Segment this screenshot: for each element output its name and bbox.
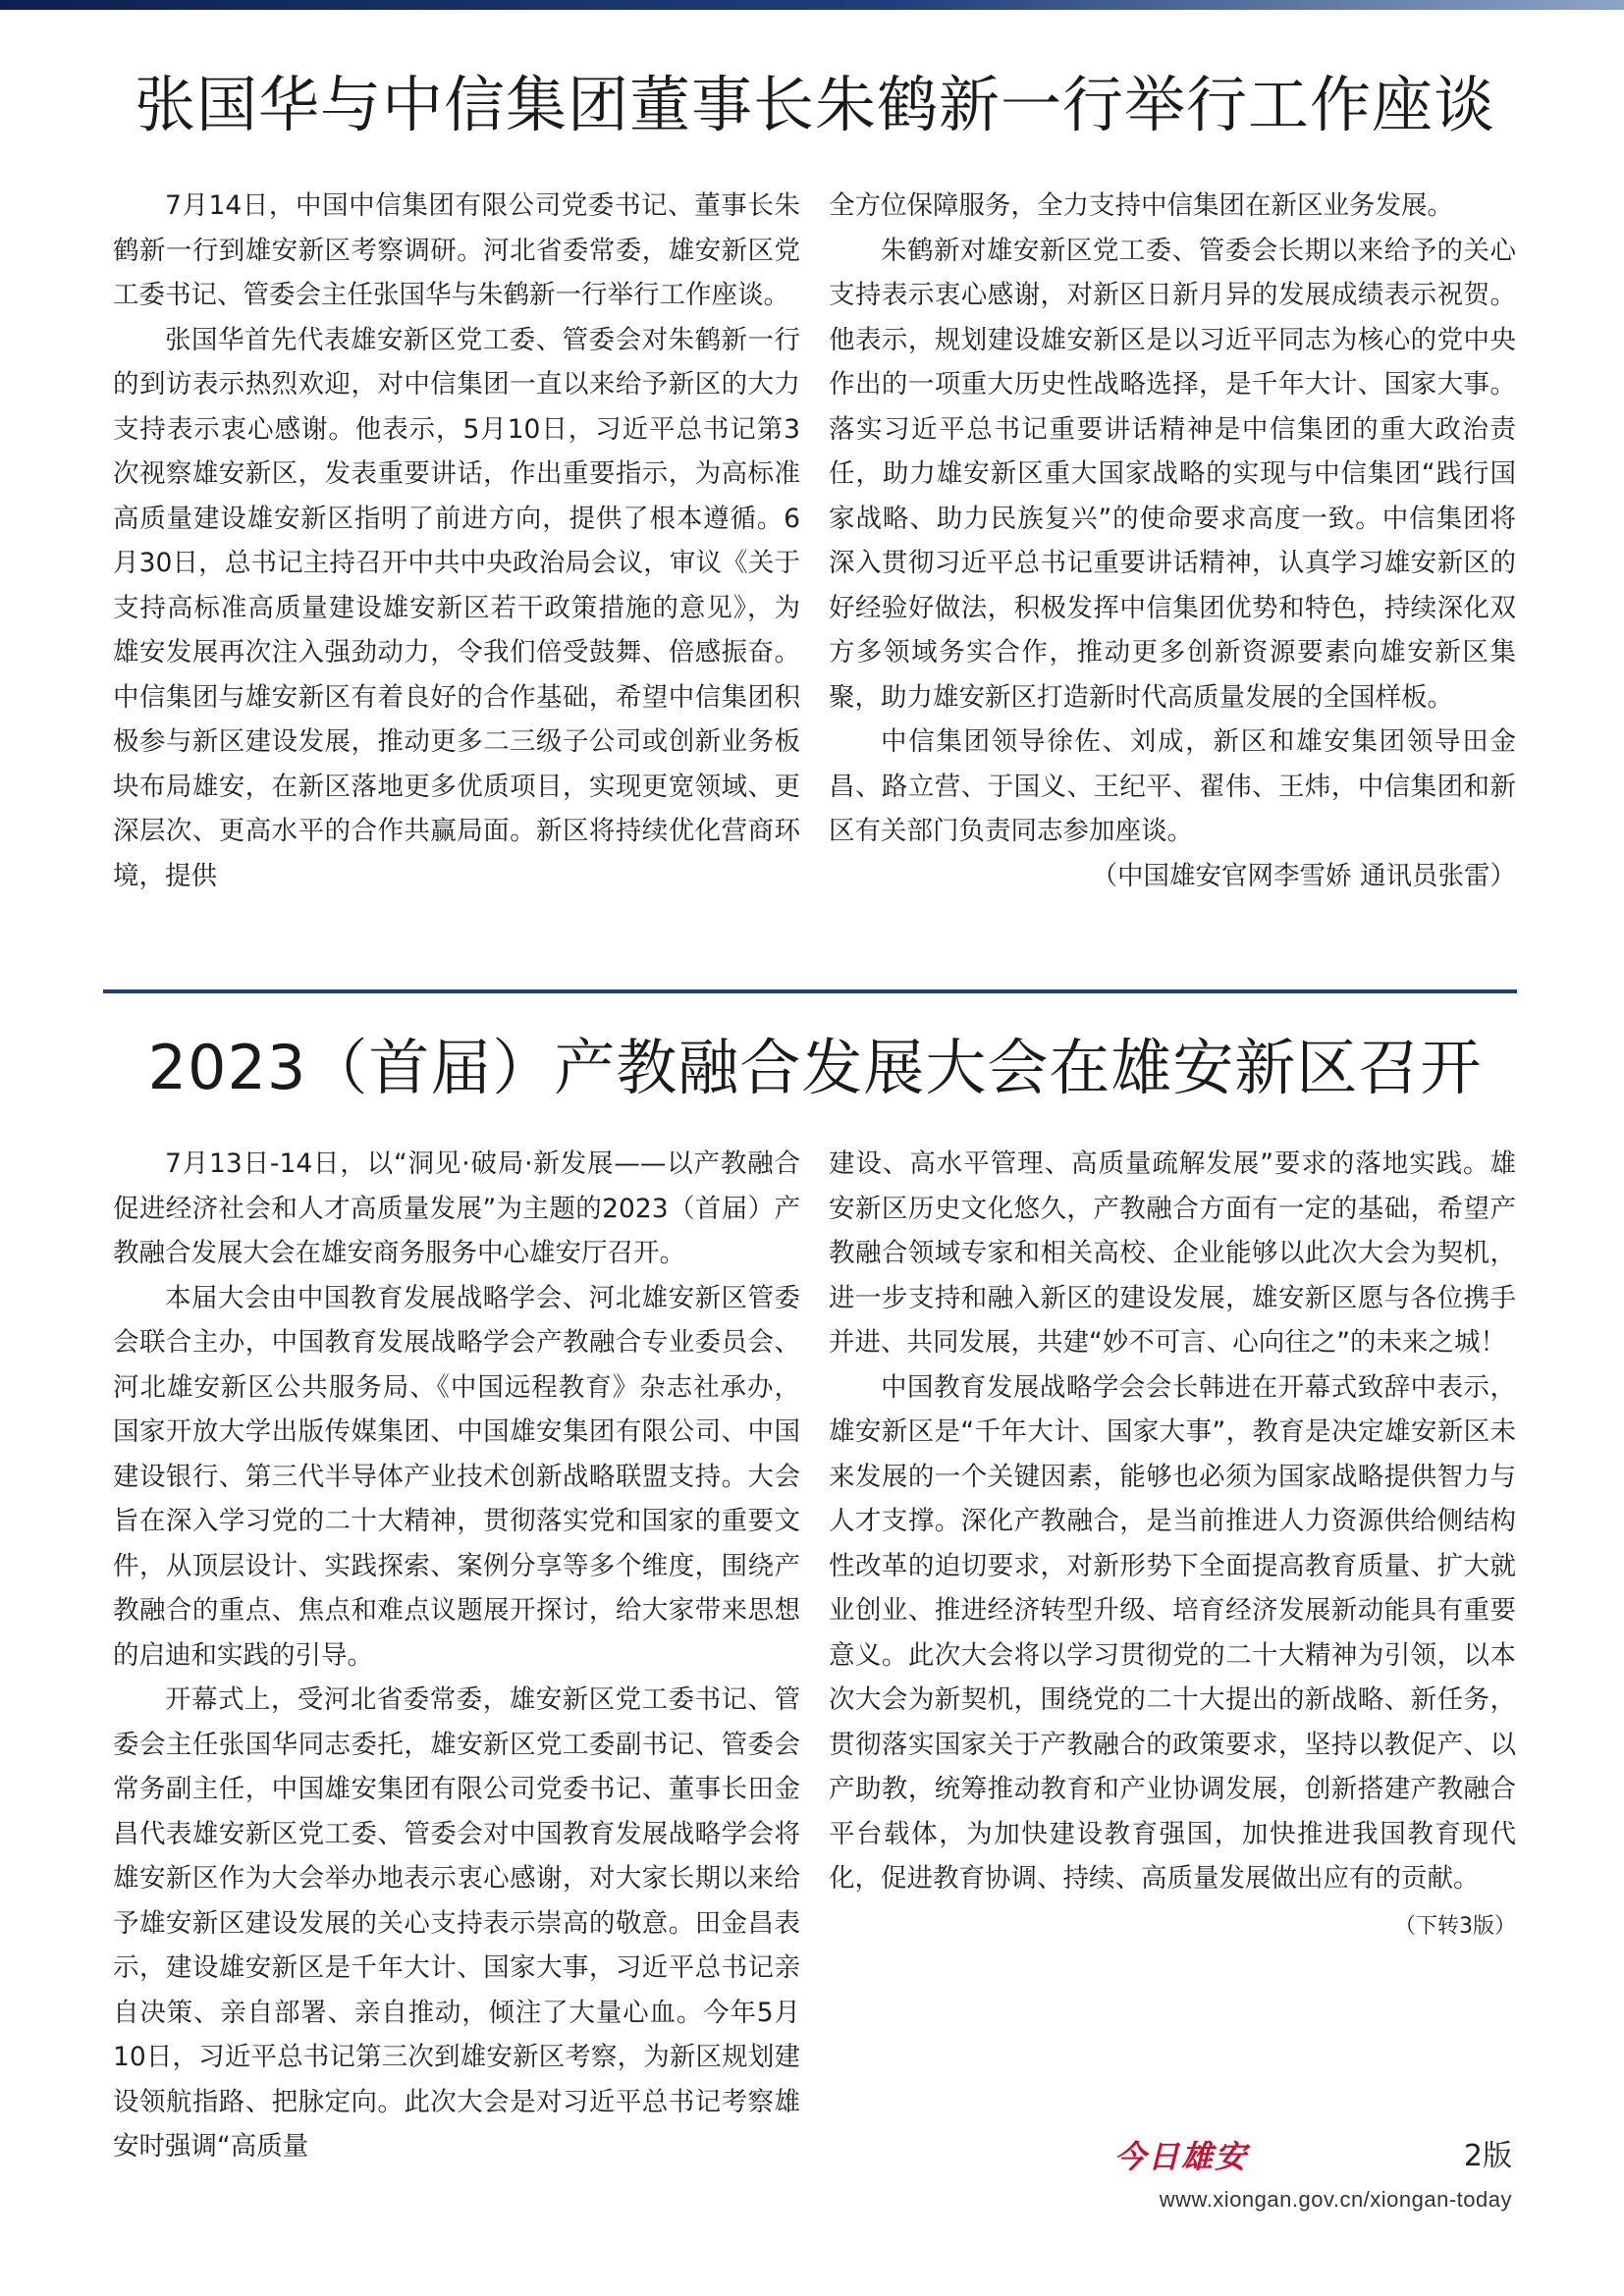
article-1-left-column (113, 184, 800, 969)
article-2-left-column (113, 1142, 800, 2212)
article-2-paragraph-continuation: 建设、高水平管理、高质量疏解发展”要求的落地实践。雄安新区历史文化悠久，产教融合方面有一定的基础，希望产教融合领域专家和相关高校、企业能够以此次大会为契机，进一步支持和融入新区的建设发展，雄安新区愿与各位携手并进、共同发展，共建“妙不可言、心向往之”的未来之城！ (829, 1148, 1516, 1358)
article-2-paragraph: 中国教育发展战略学会会长韩进在开幕式致辞中表示，雄安新区是“千年大计、国家大事”，教育是决定雄安新区未来发展的一个关键因素，能够也必须为国家战略提供智力与人才支撑。深化产教融合，是当前推进人力资源供给侧结构性改革的迫切要求，对新形势下全面提高教育质量、扩大就业创业、推进经济转型升级、培育经济发展新动能具有重要意义。此次大会将以学习贯彻党的二十大精神为引领，以本次大会为新契机，围绕党的二十大提出的新战略、新任务，贯彻落实国家关于产教融合的政策要求，坚持以教促产、以产助教，统筹推动教育和产业协调发展，创新搭建产教融合平台载体，为加快建设教育强国，加快推进我国教育现代化，促进教育协调、持续、高质量发展做出应有的贡献。 (829, 1371, 1516, 1894)
article-1-headline: 张国华与中信集团董事长朱鹤新一行举行工作座谈 (134, 69, 1495, 140)
article-2-paragraph: 本届大会由中国教育发展战略学会、河北雄安新区管委会联合主办，中国教育发展战略学会产教融合专业委员会、河北雄安新区公共服务局、《中国远程教育》杂志社承办，国家开放大学出版传媒集团、中国雄安集团有限公司、中国建设银行、第三代半导体产业技术创新战略联盟支持。大会旨在深入学习党的二十大精神，贯彻落实党和国家的重要文件，从顶层设计、实践探索、案例分享等多个维度，围绕产教融合的重点、焦点和难点议题展开探讨，给大家带来思想的启迪和实践的引导。 (113, 1282, 800, 1671)
page-number: 2版 (1463, 2139, 1512, 2173)
publication-logo: 今日雄安 (1114, 2138, 1249, 2175)
article-1-paragraph: 中信集团领导徐佐、刘成，新区和雄安集团领导田金昌、路立营、于国义、王纪平、翟伟、王炜，中信集团和新区有关部门负责同志参加座谈。 (829, 726, 1516, 846)
article-2-paragraph: 开幕式上，受河北省委常委，雄安新区党工委书记、管委会主任张国华同志委托，雄安新区党工委副书记、管委会常务副主任，中国雄安集团有限公司党委书记、董事长田金昌代表雄安新区党工委、管委会对中国教育发展战略学会将雄安新区作为大会举办地表示衷心感谢，对大家长期以来给予雄安新区建设发展的关心支持表示崇高的敬意。田金昌表示，建设雄安新区是千年大计、国家大事，习近平总书记亲自决策、亲自部署、亲自推动，倾注了大量心血。今年5月10日，习近平总书记第三次到雄安新区考察，为新区规划建设领航指路、把脉定向。此次大会是对习近平总书记考察雄安时强调“高质量 (113, 1684, 800, 2162)
site-url[interactable]: www.xiongan.gov.cn/xiongan-today (1159, 2187, 1512, 2212)
continued-on-page-note: （下转3版） (1394, 1913, 1516, 1939)
article-1-byline: （中国雄安官网李雪娇 通讯员张雷） (1091, 860, 1516, 891)
article-2-headline: 2023（首届）产教融合发展大会在雄安新区召开 (147, 1032, 1483, 1103)
top-color-bar (0, 0, 1624, 10)
article-2-paragraph: 7月13日-14日，以“洞见·破局·新发展——以产教融合促进经济社会和人才高质量发展”为主题的2023（首届）产教融合发展大会在雄安商务服务中心雄安厅召开。 (113, 1148, 800, 1268)
article-2-right-column (829, 1142, 1516, 2074)
article-1-right-column (829, 184, 1516, 969)
article-1-paragraph: 张国华首先代表雄安新区党工委、管委会对朱鹤新一行的到访表示热烈欢迎，对中信集团一直以来给予新区的大力支持表示衷心感谢。他表示，5月10日，习近平总书记第3次视察雄安新区，发表重要讲话，作出重要指示，为高标准高质量建设雄安新区指明了前进方向，提供了根本遵循。6月30日，总书记主持召开中共中央政治局会议，审议《关于支持高标准高质量建设雄安新区若干政策措施的意见》，为雄安发展再次注入强劲动力，令我们倍受鼓舞、倍感振奋。中信集团与雄安新区有着良好的合作基础，希望中信集团积极参与新区建设发展，推动更多二三级子公司或创新业务板块布局雄安，在新区落地更多优质项目，实现更宽领域、更深层次、更高水平的合作共赢局面。新区将持续优化营商环境，提供 (113, 324, 800, 891)
article-1-paragraph: 朱鹤新对雄安新区党工委、管委会长期以来给予的关心支持表示衷心感谢，对新区日新月异的发展成绩表示祝贺。他表示，规划建设雄安新区是以习近平同志为核心的党中央作出的一项重大历史性战略选择，是千年大计、国家大事。落实习近平总书记重要讲话精神是中信集团的重大政治责任，助力雄安新区重大国家战略的实现与中信集团“践行国家战略、助力民族复兴”的使命要求高度一致。中信集团将深入贯彻习近平总书记重要讲话精神，认真学习雄安新区的好经验好做法，积极发挥中信集团优势和特色，持续深化双方多领域务实合作，推动更多创新资源要素向雄安新区集聚，助力雄安新区打造新时代高质量发展的全国样板。 (829, 235, 1516, 713)
section-divider (103, 989, 1517, 993)
article-1-paragraph: 7月14日，中国中信集团有限公司党委书记、董事长朱鹤新一行到雄安新区考察调研。河北省委常委，雄安新区党工委书记、管委会主任张国华与朱鹤新一行举行工作座谈。 (113, 190, 800, 310)
article-1-paragraph-continuation: 全方位保障服务，全力支持中信集团在新区业务发展。 (829, 190, 1453, 221)
